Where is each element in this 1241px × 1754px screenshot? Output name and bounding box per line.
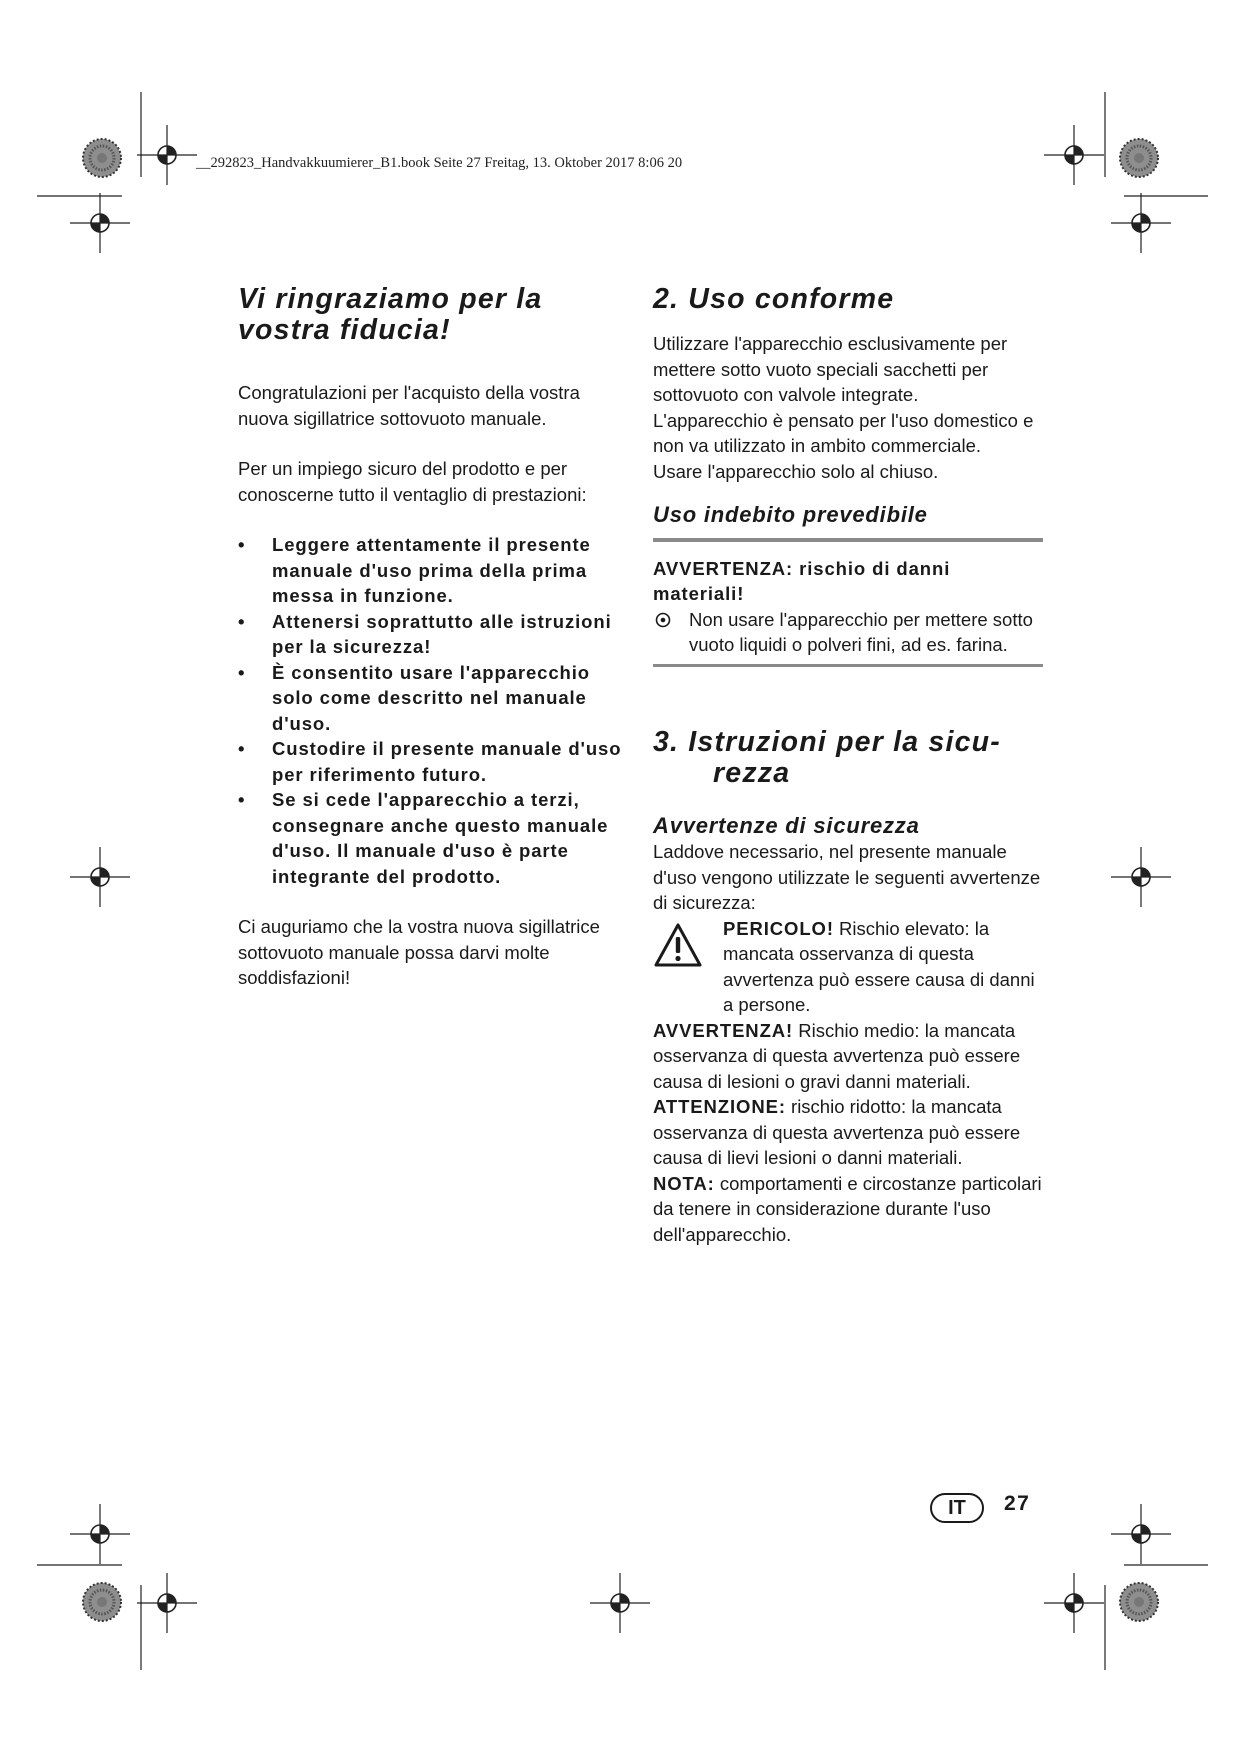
intro-paragraph: Congratulazioni per l'acquisto della vostra nuova sigillatrice sottovuoto manuale.	[238, 382, 580, 429]
list-item: • Se si cede l'apparecchio a terzi, consegnare anche questo manuale d'uso. Il manuale d'uso è parte integrante del prodotto.	[238, 789, 609, 887]
thank-you-title: Vi ringraziamo per la vostra fiducia!	[238, 283, 543, 346]
list-item: • È consentito usare l'apparecchio solo come descritto nel manuale d'uso.	[238, 661, 590, 734]
closing-paragraph: Ci auguriamo che la vostra nuova sigillatrice sottovuoto manuale possa darvi molte soddisfazioni!	[238, 916, 600, 988]
warning-triangle-icon	[653, 922, 703, 968]
caution-level-text: ATTENZIONE: rischio ridotto: la mancata osservanza di questa avvertenza può essere causa di lievi lesioni o danni materiali.	[653, 1096, 1021, 1168]
danger-text: PERICOLO! Rischio elevato: la mancata osservanza di questa avvertenza può essere causa di danni a persone.	[723, 917, 1035, 1015]
safety-intro-paragraph: Per un impiego sicuro del prodotto e per conoscerne tutto il ventaglio di prestazioni:	[238, 458, 587, 505]
damage-warning-title: AVVERTENZA: rischio di danni materiali!	[653, 557, 951, 604]
safety-warnings-subtitle: Avvertenze di sicurezza	[653, 813, 920, 838]
left-column	[238, 284, 630, 991]
right-column	[653, 284, 1043, 1247]
page-number: 27	[1004, 1492, 1031, 1515]
language-badge: IT	[930, 1493, 984, 1523]
bullet-icon: •	[238, 789, 246, 810]
warning-level-text: AVVERTENZA! Rischio medio: la mancata osservanza di questa avvertenza può essere causa di lesioni o gravi danni materiali.	[653, 1019, 1021, 1092]
misuse-subtitle: Uso indebito prevedibile	[653, 502, 928, 527]
section-2-paragraph-3: Usare l'apparecchio solo al chiuso.	[653, 460, 939, 482]
section-2-title: 2. Uso conforme	[653, 283, 895, 315]
note-text: NOTA: comportamenti e circostanze particolari da tenere in considerazione durante l'uso dell'apparecchio.	[653, 1172, 1042, 1245]
warning-item: Non usare l'apparecchio per mettere sotto vuoto liquidi o polveri fini, ad es. farina.	[653, 607, 1043, 658]
print-file-header: __292823_Handvakkuumierer_B1.book Seite 27 Freitag, 13. Oktober 2017 8:06 20	[196, 155, 683, 171]
bullet-icon: •	[238, 661, 246, 683]
list-item: • Attenersi soprattutto alle istruzioni per la sicurezza!	[238, 610, 612, 657]
list-item: • Custodire il presente manuale d'uso per riferimento futuro.	[238, 738, 622, 785]
bullet-icon: •	[238, 610, 246, 632]
bullet-icon: •	[238, 738, 246, 759]
danger-block	[653, 916, 1043, 1018]
bullet-icon: •	[238, 534, 246, 555]
divider-top	[653, 538, 1043, 542]
section-2-paragraph-1: Utilizzare l'apparecchio esclusivamente per mettere sotto vuoto speciali sacchetti per sottovuoto con valvole integrate.	[653, 333, 1008, 405]
circle-dot-icon	[655, 612, 671, 628]
safety-warnings-intro: Laddove necessario, nel presente manuale d'uso vengono utilizzate le seguenti avvertenze di sicurezza:	[653, 841, 1041, 913]
section-2-paragraph-2: L'apparecchio è pensato per l'uso domestico e non va utilizzato in ambito commerciale.	[653, 409, 1034, 456]
list-item: • Leggere attentamente il presente manuale d'uso prima della prima messa in funzione.	[238, 534, 591, 606]
divider-bottom	[653, 664, 1043, 668]
instruction-list	[238, 532, 630, 889]
section-3-title: 3. Istruzioni per la sicu- rezza	[653, 726, 1001, 789]
